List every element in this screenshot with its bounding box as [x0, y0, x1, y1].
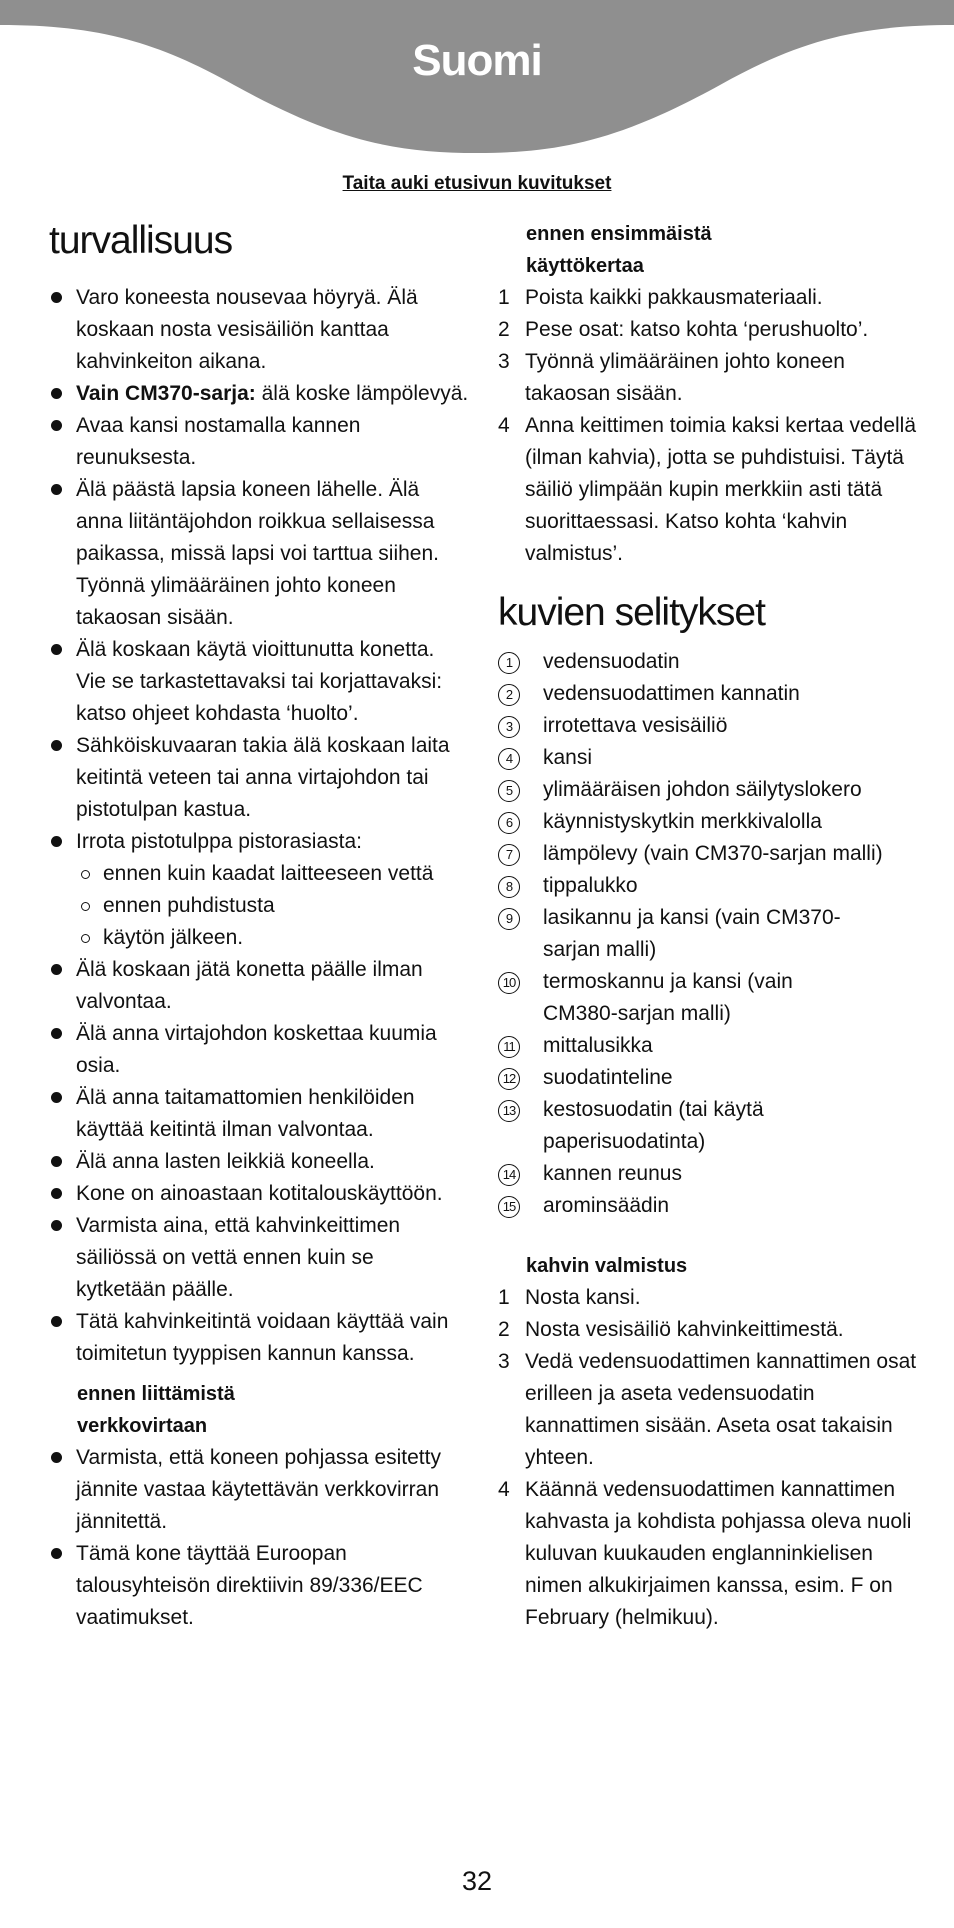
circled-number-icon: 6 — [498, 812, 520, 834]
list-item: Älä anna lasten leikkiä koneella. — [49, 1146, 469, 1178]
bullet-icon — [51, 1028, 62, 1039]
legend-item: 4 kansi — [498, 742, 918, 774]
first-use-heading: ennen ensimmäistä käyttökertaa — [526, 223, 712, 277]
bullet-icon — [51, 1220, 62, 1231]
legend-item: 15 arominsäädin — [498, 1190, 918, 1222]
bullet-icon — [51, 1548, 62, 1559]
circled-number-icon: 10 — [498, 972, 520, 994]
legend-item: 9 lasikannu ja kansi (vain CM370-sarjan malli) — [498, 902, 843, 966]
list-item: 2 Nosta vesisäiliö kahvinkeittimestä. — [498, 1318, 844, 1341]
legend-item: 8 tippalukko — [498, 870, 918, 902]
circled-number-icon: 14 — [498, 1164, 520, 1186]
safety-list — [49, 282, 469, 1370]
circled-number-icon: 4 — [498, 748, 520, 770]
list-item: Varmista, että koneen pohjassa esitetty jännite vastaa käytettävän verkkovirran jännitettä. — [49, 1442, 469, 1538]
before-connect-heading: ennen liittämistä verkkovirtaan — [77, 1383, 235, 1437]
list-item: Älä päästä lapsia koneen lähelle. Älä anna liitäntäjohdon roikkua sellaisessa paikassa, missä lapsi voi tarttua siihen. Työnnä ylimääräinen johto koneen takaosan sisään. — [49, 474, 469, 634]
sublist-item: ennen puhdistusta — [49, 890, 469, 922]
legend-item: 10 termoskannu ja kansi (vain CM380-sarjan malli) — [498, 966, 843, 1030]
bullet-icon — [51, 1452, 62, 1463]
list-item: Tämä kone täyttää Euroopan talousyhteisön direktiivin 89/336/EEC vaatimukset. — [49, 1538, 469, 1634]
bullet-icon — [51, 1092, 62, 1103]
legend-item: 2 vedensuodattimen kannatin — [498, 678, 918, 710]
sublist-item: ennen kuin kaadat laitteeseen vettä — [49, 858, 469, 890]
brewing-list — [498, 1282, 918, 1634]
circled-number-icon: 9 — [498, 908, 520, 930]
list-item: Älä koskaan käytä vioittunutta konetta. Vie se tarkastettavaksi tai korjattavaksi: katso ohjeet kohdasta ‘huolto’. — [49, 634, 469, 730]
list-item: Avaa kansi nostamalla kannen reunuksesta. — [49, 410, 469, 474]
page-title: Suomi — [412, 36, 542, 85]
list-item: Irrota pistotulppa pistorasiasta: ennen kuin kaadat laitteeseen vettä ennen puhdistusta käytön jälkeen. — [49, 826, 469, 954]
list-item: 4 Käännä vedensuodattimen kannattimen kahvasta ja kohdista pohjassa oleva nuoli kuluvan kuukauden englanninkielisen nimen alkukirjaimen kanssa, esim. F on February (helmikuu). — [498, 1478, 912, 1629]
first-use-list — [498, 282, 918, 570]
list-item: 2 Pese osat: katso kohta ‘perushuolto’. — [498, 318, 869, 341]
circled-number-icon: 1 — [498, 652, 520, 674]
list-item: Vain CM370-sarja: älä koske lämpölevyä. — [49, 378, 469, 410]
bullet-icon — [51, 1316, 62, 1327]
legend-heading: kuvien selitykset — [498, 591, 765, 634]
circled-number-icon: 8 — [498, 876, 520, 898]
legend-list — [498, 646, 918, 1222]
bullet-icon — [51, 964, 62, 975]
page-number: 32 — [461, 1866, 493, 1896]
bullet-icon — [51, 740, 62, 751]
list-item: Varmista aina, että kahvinkeittimen säiliössä on vettä ennen kuin se kytketään päälle. — [49, 1210, 469, 1306]
circle-bullet-icon — [81, 934, 90, 943]
list-item: Tätä kahvinkeitintä voidaan käyttää vain toimitetun tyyppisen kannun kanssa. — [49, 1306, 469, 1370]
bullet-icon — [51, 292, 62, 303]
legend-item: 14 kannen reunus — [498, 1158, 918, 1190]
legend-item: 13 kestosuodatin (tai käytä paperisuodatinta) — [498, 1094, 843, 1158]
list-item: Kone on ainoastaan kotitalouskäyttöön. — [49, 1178, 469, 1210]
legend-item: 7 lämpölevy (vain CM370-sarjan malli) — [498, 838, 883, 870]
list-item: 4 Anna keittimen toimia kaksi kertaa vedellä (ilman kahvia), jotta se puhdistuisi. Täytä säiliö ylimpään kupin merkkiin asti tätä suorittaessasi. Katso kohta ‘kahvin valmistus’. — [498, 414, 917, 565]
left-column — [49, 216, 469, 1634]
circled-number-icon: 12 — [498, 1068, 520, 1090]
unplug-sublist — [49, 858, 469, 954]
bullet-icon — [51, 484, 62, 495]
legend-item: 5 ylimääräisen johdon säilytyslokero — [498, 774, 918, 806]
list-item: 1 Poista kaikki pakkausmateriaali. — [498, 286, 823, 309]
bullet-icon — [51, 836, 62, 847]
legend-item: 1 vedensuodatin — [498, 646, 918, 678]
list-item: Sähköiskuvaaran takia älä koskaan laita keitintä veteen tai anna virtajohdon tai pistotulpan kastua. — [49, 730, 469, 826]
bullet-icon — [51, 1156, 62, 1167]
brewing-heading: kahvin valmistus — [526, 1255, 688, 1277]
circled-number-icon: 7 — [498, 844, 520, 866]
sublist-item: käytön jälkeen. — [49, 922, 469, 954]
circled-number-icon: 11 — [498, 1036, 520, 1058]
legend-item: 6 käynnistyskytkin merkkivalolla — [498, 806, 918, 838]
circled-number-icon: 3 — [498, 716, 520, 738]
bullet-icon — [51, 1188, 62, 1199]
circled-number-icon: 15 — [498, 1196, 520, 1218]
bullet-icon — [51, 420, 62, 431]
list-item: Varo koneesta nousevaa höyryä. Älä koskaan nosta vesisäiliön kanttaa kahvinkeiton aikana. — [49, 282, 469, 378]
circled-number-icon: 2 — [498, 684, 520, 706]
circled-number-icon: 5 — [498, 780, 520, 802]
list-item: 3 Vedä vedensuodattimen kannattimen osat erilleen ja aseta vedensuodatin kannattimen sisään. Aseta osat takaisin yhteen. — [498, 1350, 917, 1469]
before-connect-list — [49, 1442, 469, 1634]
list-item: Älä anna taitamattomien henkilöiden käyttää keitintä ilman valvontaa. — [49, 1082, 469, 1146]
bullet-icon — [51, 388, 62, 399]
safety-heading: turvallisuus — [49, 219, 233, 262]
circled-number-icon: 13 — [498, 1100, 520, 1122]
circle-bullet-icon — [81, 902, 90, 911]
circle-bullet-icon — [81, 870, 90, 879]
list-item: Älä koskaan jätä konetta päälle ilman valvontaa. — [49, 954, 469, 1018]
list-item: 1 Nosta kansi. — [498, 1286, 641, 1309]
legend-item: 3 irrotettava vesisäiliö — [498, 710, 918, 742]
list-item: Älä anna virtajohdon koskettaa kuumia osia. — [49, 1018, 469, 1082]
legend-item: 11 mittalusikka — [498, 1030, 918, 1062]
right-column — [498, 218, 918, 1634]
list-item: 3 Työnnä ylimääräinen johto koneen takaosan sisään. — [498, 350, 845, 405]
legend-item: 12 suodatinteline — [498, 1062, 918, 1094]
fold-out-note: Taita auki etusivun kuvitukset — [342, 173, 612, 194]
bullet-icon — [51, 644, 62, 655]
